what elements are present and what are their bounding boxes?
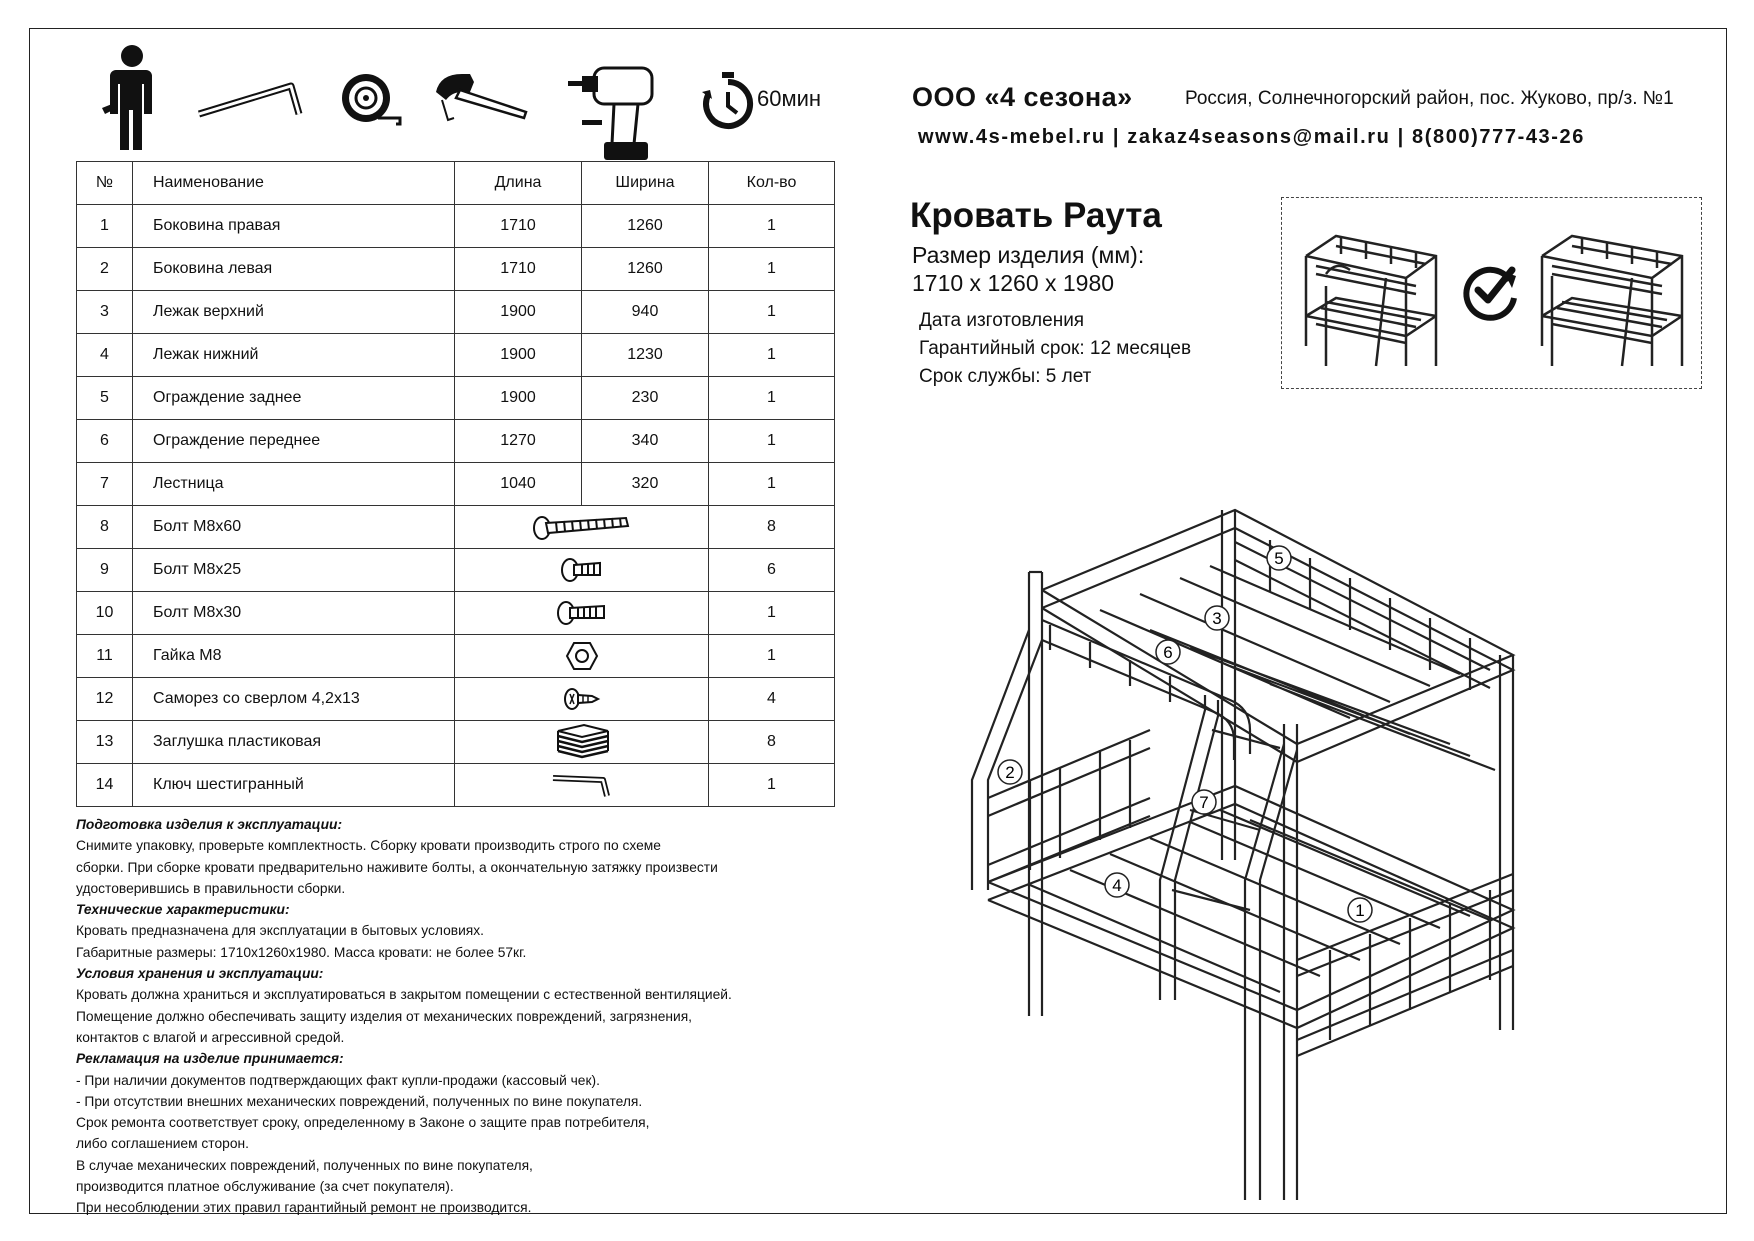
row-name: Саморез со сверлом 4,2х13 — [133, 678, 455, 721]
callout-2: 2 — [1005, 763, 1015, 782]
claim-line: - При отсутствии внешних механических повреждений, полученных по вине покупателя. — [76, 1093, 643, 1109]
table-row — [77, 205, 835, 248]
hex-key-icon — [195, 74, 305, 124]
row-qty: 1 — [709, 764, 835, 807]
row-qty: 1 — [709, 592, 835, 635]
header-width: Ширина — [582, 162, 709, 205]
row-name: Болт М8х30 — [133, 592, 455, 635]
header-length: Длина — [455, 162, 582, 205]
storage-heading: Условия хранения и эксплуатации: — [76, 966, 324, 982]
product-size-label: Размер изделия (мм): — [912, 242, 1145, 268]
row-num: 7 — [77, 463, 133, 506]
plastic-cap-icon — [552, 723, 612, 761]
row-name: Лежак нижний — [133, 334, 455, 377]
row-image — [455, 592, 709, 635]
row-name: Ограждение заднее — [133, 377, 455, 420]
row-num: 14 — [77, 764, 133, 807]
prep-line: сборки. При сборке кровати предварительно наживите болты, а окончательную затяжку произвести — [76, 859, 718, 875]
callout-3: 3 — [1212, 609, 1222, 628]
medium-bolt-icon — [556, 598, 608, 628]
table-row — [77, 549, 835, 592]
table-row — [77, 334, 835, 377]
prep-heading: Подготовка изделия к эксплуатации: — [76, 817, 343, 832]
row-num: 4 — [77, 334, 133, 377]
warranty-period: Гарантийный срок: 12 месяцев — [919, 338, 1192, 359]
row-qty: 1 — [709, 334, 835, 377]
row-name: Ключ шестигранный — [133, 764, 455, 807]
row-name: Лестница — [133, 463, 455, 506]
prep-line: Снимите упаковку, проверьте комплектность. Сборку кровати производить строго по схеме — [76, 838, 661, 854]
table-row — [77, 463, 835, 506]
tools-row — [90, 40, 850, 160]
company-contacts: www.4s-mebel.ru | zakaz4seasons@mail.ru | 8(800)777-43-26 — [918, 126, 1585, 148]
row-width: 230 — [582, 377, 709, 420]
person-with-wrench-icon — [98, 44, 160, 152]
manufacture-date: Дата изготовления — [919, 310, 1085, 331]
storage-line: контактов с влагой и агрессивной средой. — [76, 1029, 345, 1045]
row-qty: 6 — [709, 549, 835, 592]
row-num: 9 — [77, 549, 133, 592]
table-row — [77, 420, 835, 463]
row-length: 1900 — [455, 334, 582, 377]
row-length: 1710 — [455, 248, 582, 291]
row-image — [455, 506, 709, 549]
row-qty: 1 — [709, 635, 835, 678]
stopwatch-icon — [700, 70, 756, 132]
table-row — [77, 377, 835, 420]
bed-thumbnail-right — [1532, 216, 1692, 376]
row-num: 1 — [77, 205, 133, 248]
row-qty: 1 — [709, 463, 835, 506]
storage-line: Помещение должно обеспечивать защиту изделия от механических повреждений, загрязнения, — [76, 1008, 692, 1024]
row-length: 1710 — [455, 205, 582, 248]
tech-heading: Технические характеристики: — [76, 902, 290, 918]
tech-line: Габаритные размеры: 1710х1260х1980. Масса кровати: не более 57кг. — [76, 944, 527, 960]
storage-line: Кровать должна храниться и эксплуатироваться в закрытом помещении с естественной вентиляцией. — [76, 987, 732, 1003]
row-name: Заглушка пластиковая — [133, 721, 455, 764]
row-num: 3 — [77, 291, 133, 334]
callout-1: 1 — [1355, 901, 1365, 920]
company-name: ООО «4 сезона» — [912, 82, 1133, 112]
row-name: Боковина левая — [133, 248, 455, 291]
company-address: Россия, Солнечногорский район, пос. Жуково, пр/з. №1 — [1185, 88, 1674, 109]
bed-thumbnail-left — [1296, 216, 1446, 376]
hammer-icon — [430, 68, 530, 148]
row-name: Боковина правая — [133, 205, 455, 248]
row-length: 1270 — [455, 420, 582, 463]
table-row — [77, 291, 835, 334]
claim-line: В случае механических повреждений, полученных по вине покупателя, — [76, 1157, 533, 1173]
row-name: Гайка М8 — [133, 635, 455, 678]
long-bolt-icon — [532, 512, 632, 542]
tape-measure-icon — [338, 70, 408, 130]
row-num: 12 — [77, 678, 133, 721]
header-num: № — [77, 162, 133, 205]
short-bolt-icon — [560, 555, 604, 585]
row-length: 1900 — [455, 291, 582, 334]
row-image — [455, 549, 709, 592]
claim-heading: Рекламация на изделие принимается: — [76, 1051, 344, 1067]
row-name: Болт М8х25 — [133, 549, 455, 592]
row-width: 320 — [582, 463, 709, 506]
row-width: 1230 — [582, 334, 709, 377]
row-width: 940 — [582, 291, 709, 334]
prep-line: удостоверившись в правильности сборки. — [76, 880, 346, 896]
drill-icon — [560, 60, 670, 164]
row-qty: 1 — [709, 377, 835, 420]
row-image — [455, 721, 709, 764]
row-qty: 8 — [709, 506, 835, 549]
header-name: Наименование — [133, 162, 455, 205]
callout-6: 6 — [1163, 643, 1173, 662]
row-num: 8 — [77, 506, 133, 549]
product-title: Кровать Раута — [910, 196, 1162, 235]
table-row — [77, 678, 835, 721]
claim-line: производится платное обслуживание (за счет покупателя). — [76, 1179, 454, 1195]
table-row — [77, 764, 835, 807]
callout-5: 5 — [1274, 549, 1284, 568]
hex-nut-icon — [565, 640, 599, 672]
parts-table — [76, 161, 835, 807]
table-header-row — [77, 162, 835, 205]
row-num: 11 — [77, 635, 133, 678]
row-num: 13 — [77, 721, 133, 764]
row-qty: 8 — [709, 721, 835, 764]
callout-4: 4 — [1112, 876, 1122, 895]
orientation-preview — [1281, 197, 1702, 389]
table-row — [77, 635, 835, 678]
row-image — [455, 678, 709, 721]
table-row — [77, 592, 835, 635]
row-name: Болт М8х60 — [133, 506, 455, 549]
claim-line: Срок ремонта соответствует сроку, определенному в Законе о защите прав потребителя, — [76, 1115, 650, 1131]
tech-line: Кровать предназначена для эксплуатации в бытовых условиях. — [76, 923, 484, 939]
row-width: 1260 — [582, 248, 709, 291]
row-image — [455, 635, 709, 678]
row-width: 340 — [582, 420, 709, 463]
row-image — [455, 764, 709, 807]
row-width: 1260 — [582, 205, 709, 248]
row-name: Лежак верхний — [133, 291, 455, 334]
row-qty: 4 — [709, 678, 835, 721]
row-num: 6 — [77, 420, 133, 463]
claim-line: - При наличии документов подтверждающих факт купли-продажи (кассовый чек). — [76, 1072, 600, 1088]
row-qty: 1 — [709, 420, 835, 463]
assembly-time: 60мин — [757, 86, 822, 111]
row-num: 2 — [77, 248, 133, 291]
row-length: 1900 — [455, 377, 582, 420]
row-length: 1040 — [455, 463, 582, 506]
callout-7: 7 — [1199, 793, 1209, 812]
claim-line: либо соглашением сторон. — [76, 1136, 249, 1152]
row-num: 5 — [77, 377, 133, 420]
hex-key-icon — [549, 770, 615, 800]
row-name: Ограждение переднее — [133, 420, 455, 463]
product-info — [919, 307, 1191, 391]
self-drilling-screw-icon — [562, 684, 602, 714]
bed-assembly-diagram — [950, 480, 1680, 1210]
claim-line: При несоблюдении этих правил гарантийный ремонт не производится. — [76, 1200, 532, 1216]
notes-section — [76, 814, 836, 1219]
table-row — [77, 506, 835, 549]
row-qty: 1 — [709, 248, 835, 291]
table-row — [77, 248, 835, 291]
row-qty: 1 — [709, 291, 835, 334]
row-qty: 1 — [709, 205, 835, 248]
table-row — [77, 721, 835, 764]
product-size-value: 1710 х 1260 х 1980 — [912, 270, 1115, 296]
row-num: 10 — [77, 592, 133, 635]
service-life: Срок службы: 5 лет — [919, 366, 1092, 387]
header-qty: Кол-во — [709, 162, 835, 205]
rotate-check-icon — [1458, 260, 1522, 324]
